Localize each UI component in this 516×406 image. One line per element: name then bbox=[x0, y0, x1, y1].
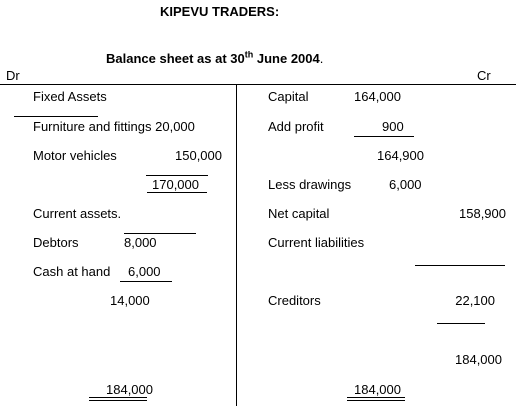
creditors-value: 22,100 bbox=[455, 293, 495, 308]
current-liabilities-heading: Current liabilities bbox=[268, 235, 365, 250]
center-divider bbox=[236, 84, 237, 406]
current-assets-total: 14,000 bbox=[110, 293, 150, 308]
creditors-underline bbox=[437, 323, 485, 324]
capital-value: 164,000 bbox=[354, 89, 401, 104]
capital-subtotal: 164,900 bbox=[377, 148, 424, 163]
title-ordinal: th bbox=[244, 49, 254, 60]
debtors-value: 8,000 bbox=[124, 235, 157, 250]
liabilities-grand-total: 184,000 bbox=[354, 382, 401, 397]
fixed-assets-total: 170,000 bbox=[152, 177, 199, 192]
current-liabilities-rule bbox=[415, 265, 505, 266]
assets-grand-total: 184,000 bbox=[106, 382, 153, 397]
title-prefix: Balance sheet as at 30 bbox=[106, 51, 245, 66]
debtors-label: Debtors bbox=[33, 235, 79, 250]
liabilities-total-rule-1 bbox=[347, 397, 405, 398]
drawings-value: 6,000 bbox=[389, 177, 422, 192]
sheet-title bbox=[106, 51, 323, 66]
current-assets-rule bbox=[124, 233, 196, 234]
title-dot: . bbox=[319, 51, 324, 66]
creditors-label: Creditors bbox=[268, 293, 321, 308]
motor-vehicles-label: Motor vehicles bbox=[33, 148, 117, 163]
cash-label: Cash at hand bbox=[33, 264, 111, 279]
assets-total-rule-2 bbox=[89, 400, 147, 401]
drawings-label: Less drawings bbox=[268, 177, 352, 192]
title-suffix: June 2004 bbox=[253, 51, 320, 66]
fixed-total-underline bbox=[147, 192, 207, 193]
fixed-assets-underline bbox=[14, 116, 98, 117]
debit-marker: Dr bbox=[6, 68, 20, 83]
capital-label: Capital bbox=[268, 89, 309, 104]
profit-label: Add profit bbox=[268, 119, 324, 134]
current-assets-heading: Current assets. bbox=[33, 206, 122, 221]
motor-vehicles-value: 150,000 bbox=[175, 148, 222, 163]
cash-underline bbox=[120, 281, 172, 282]
header-rule bbox=[0, 84, 516, 85]
profit-underline bbox=[354, 136, 414, 137]
liabilities-total: 184,000 bbox=[455, 352, 502, 367]
fixed-total-rule bbox=[146, 175, 208, 176]
net-capital-label: Net capital bbox=[268, 206, 330, 221]
furniture-line: Furniture and fittings 20,000 bbox=[33, 119, 195, 134]
cash-value: 6,000 bbox=[128, 264, 161, 279]
liabilities-total-rule-2 bbox=[347, 400, 405, 401]
company-name: KIPEVU TRADERS: bbox=[160, 4, 280, 19]
profit-value: 900 bbox=[382, 119, 404, 134]
credit-marker: Cr bbox=[477, 68, 491, 83]
fixed-assets-heading: Fixed Assets bbox=[33, 89, 107, 104]
assets-total-rule-1 bbox=[89, 397, 147, 398]
net-capital-value: 158,900 bbox=[459, 206, 506, 221]
